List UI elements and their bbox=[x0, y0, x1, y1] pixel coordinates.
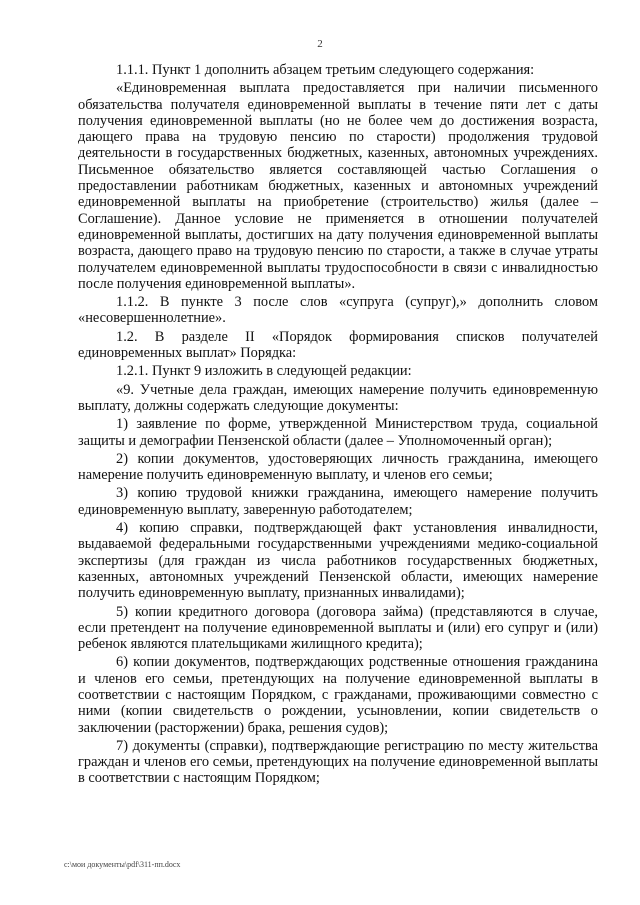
paragraph: 3) копию трудовой книжки гражданина, имеющего намерение получить единовременную выплату, заверенную работодателем; bbox=[78, 485, 598, 518]
document-body bbox=[78, 62, 598, 789]
footer-file-path: c:\мои документы\pdf\311-пп.docx bbox=[64, 860, 181, 869]
paragraph: 1.1.1. Пункт 1 дополнить абзацем третьим следующего содержания: bbox=[116, 62, 535, 78]
paragraph: «9. Учетные дела граждан, имеющих намерение получить единовременную выплату, должны содержать следующие документы: bbox=[78, 381, 598, 414]
paragraph: 5) копии кредитного договора (договора займа) (представляются в случае, если претендент на получение единовременной выплаты и (или) его супруг и (или) ребенок являются плательщиками жилищного кредита); bbox=[78, 603, 598, 653]
paragraph: «Единовременная выплата предоставляется при наличии письменного обязательства получателя единовременной выплаты в течение пяти лет с даты получения единовременной выплаты (но не более чем до достижения возраста, дающего права на трудовую пенсию по старости) продолжения трудовой деятельности в государственных бюджетных, казенных, автономных учреждениях. Письменное обязательство является составляющей частью Соглашения о предоставлении работникам бюджетных, казенных и автономных учреждений единовременной выплаты на приобретение (строительство) жилья (далее – Соглашение). Данное условие не применяется в отношении получателей единовременной выплаты, достигших на дату получения единовременной выплаты возраста, дающего право на трудовую пенсию по старости, а также в случае утраты получателем единовременной выплаты трудоспособности в связи с инвалидностью после получения единовременной выплаты». bbox=[78, 80, 598, 292]
paragraph: 7) документы (справки), подтверждающие регистрацию по месту жительства граждан и членов его семьи, претендующих на получение единовременной выплаты в соответствии с настоящим Порядком; bbox=[78, 737, 598, 787]
paragraph: 1.1.2. В пункте 3 после слов «супруга (супруг),» дополнить словом «несовершеннолетние». bbox=[78, 294, 598, 327]
paragraph: 1.2. В разделе II «Порядок формирования списков получателей единовременных выплат» Порядка: bbox=[78, 328, 598, 362]
paragraph: 1) заявление по форме, утвержденной Министерством труда, социальной защиты и демографии Пензенской области (далее – Уполномоченный орган); bbox=[78, 416, 598, 449]
paragraph: 4) копию справки, подтверждающей факт установления инвалидности, выдаваемой федеральными государственными учреждениями медико-социальной экспертизы (для граждан из числа работников государственных бюджетных, казенных, автономных учреждений Пензенской области, имеющих намерение получить единовременную выплату, признанных инвалидами); bbox=[78, 520, 598, 602]
page-number: 2 bbox=[317, 38, 323, 50]
paragraph: 2) копии документов, удостоверяющих личность гражданина, имеющего намерение получить единовременную выплату, и членов его семьи; bbox=[78, 450, 598, 484]
paragraph: 6) копии документов, подтверждающих родственные отношения гражданина и членов его семьи, претендующих на получение единовременной выплаты в соответствии с настоящим Порядком, с гражданами, проживающими совместно с ними (копии свидетельств о рождении, усыновлении, копии свидетельств о заключении (расторжении) брака, решения судов); bbox=[78, 654, 598, 736]
paragraph: 1.2.1. Пункт 9 изложить в следующей редакции: bbox=[116, 363, 412, 380]
